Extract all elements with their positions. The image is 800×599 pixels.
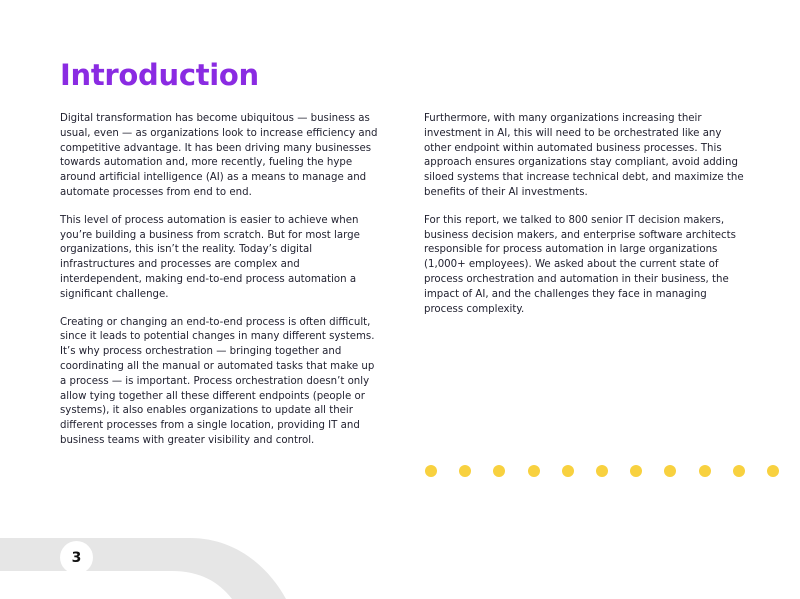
left-paragraph-1: Digital transformation has become ubiquitous — business as usual, even — as organizations look to increase efficiency and competitive advantage. It has been driving many businesses towards automation and, more recently, fueling the hype around artificial intelligence (AI) as a means to manage and automate processes from end to end.	[60, 113, 378, 198]
decorative-dot	[664, 465, 676, 477]
decorative-dot	[493, 465, 505, 477]
decorative-dot	[596, 465, 608, 477]
decorative-dot	[528, 465, 540, 477]
right-paragraph-2: For this report, we talked to 800 senior IT decision makers, business decision makers, and enterprise software architects responsible for process automation in large organizations (1,000+ employees). We asked about the current state of process orchestration and automation in their business, the impact of AI, and the challenges they face in managing process complexity.	[424, 214, 736, 315]
decorative-dot	[733, 465, 745, 477]
page-number-badge	[60, 541, 93, 574]
left-text-column	[60, 112, 382, 462]
left-paragraph-2: This level of process automation is easier to achieve when you’re building a business from scratch. But for most large organizations, this isn’t the reality. Today’s digital infrastructures and processes are complex and interdependent, making end-to-end process automation a significant challenge.	[60, 214, 360, 300]
decorative-dot	[459, 465, 471, 477]
right-text-column	[424, 112, 746, 330]
right-paragraph-1: Furthermore, with many organizations increasing their investment in AI, this will need to be orchestrated like any other endpoint within automated business processes. This approach ensures organizations stay compliant, avoid adding siloed systems that increase technical debt, and maximize the benefits of their AI investments.	[424, 113, 744, 198]
page-title: Introduction	[60, 58, 259, 92]
decorative-dot	[767, 465, 779, 477]
decorative-dot	[425, 465, 437, 477]
decorative-dot	[562, 465, 574, 477]
decorative-swoosh	[0, 538, 300, 599]
decorative-dot-row	[425, 464, 800, 478]
left-paragraph-3: Creating or changing an end-to-end process is often difficult, since it leads to potential changes in many different systems. It’s why process orchestration — bringing together and coordinating all the manual or automated tasks that make up a process — is important. Process orchestration doesn’t only allow tying together all these different endpoints (people or systems), it also enables organizations to update all their different processes from a single location, providing IT and business teams with greater visibility and control.	[60, 316, 375, 446]
page-number: 3	[71, 549, 82, 566]
decorative-dot	[699, 465, 711, 477]
decorative-dot	[630, 465, 642, 477]
